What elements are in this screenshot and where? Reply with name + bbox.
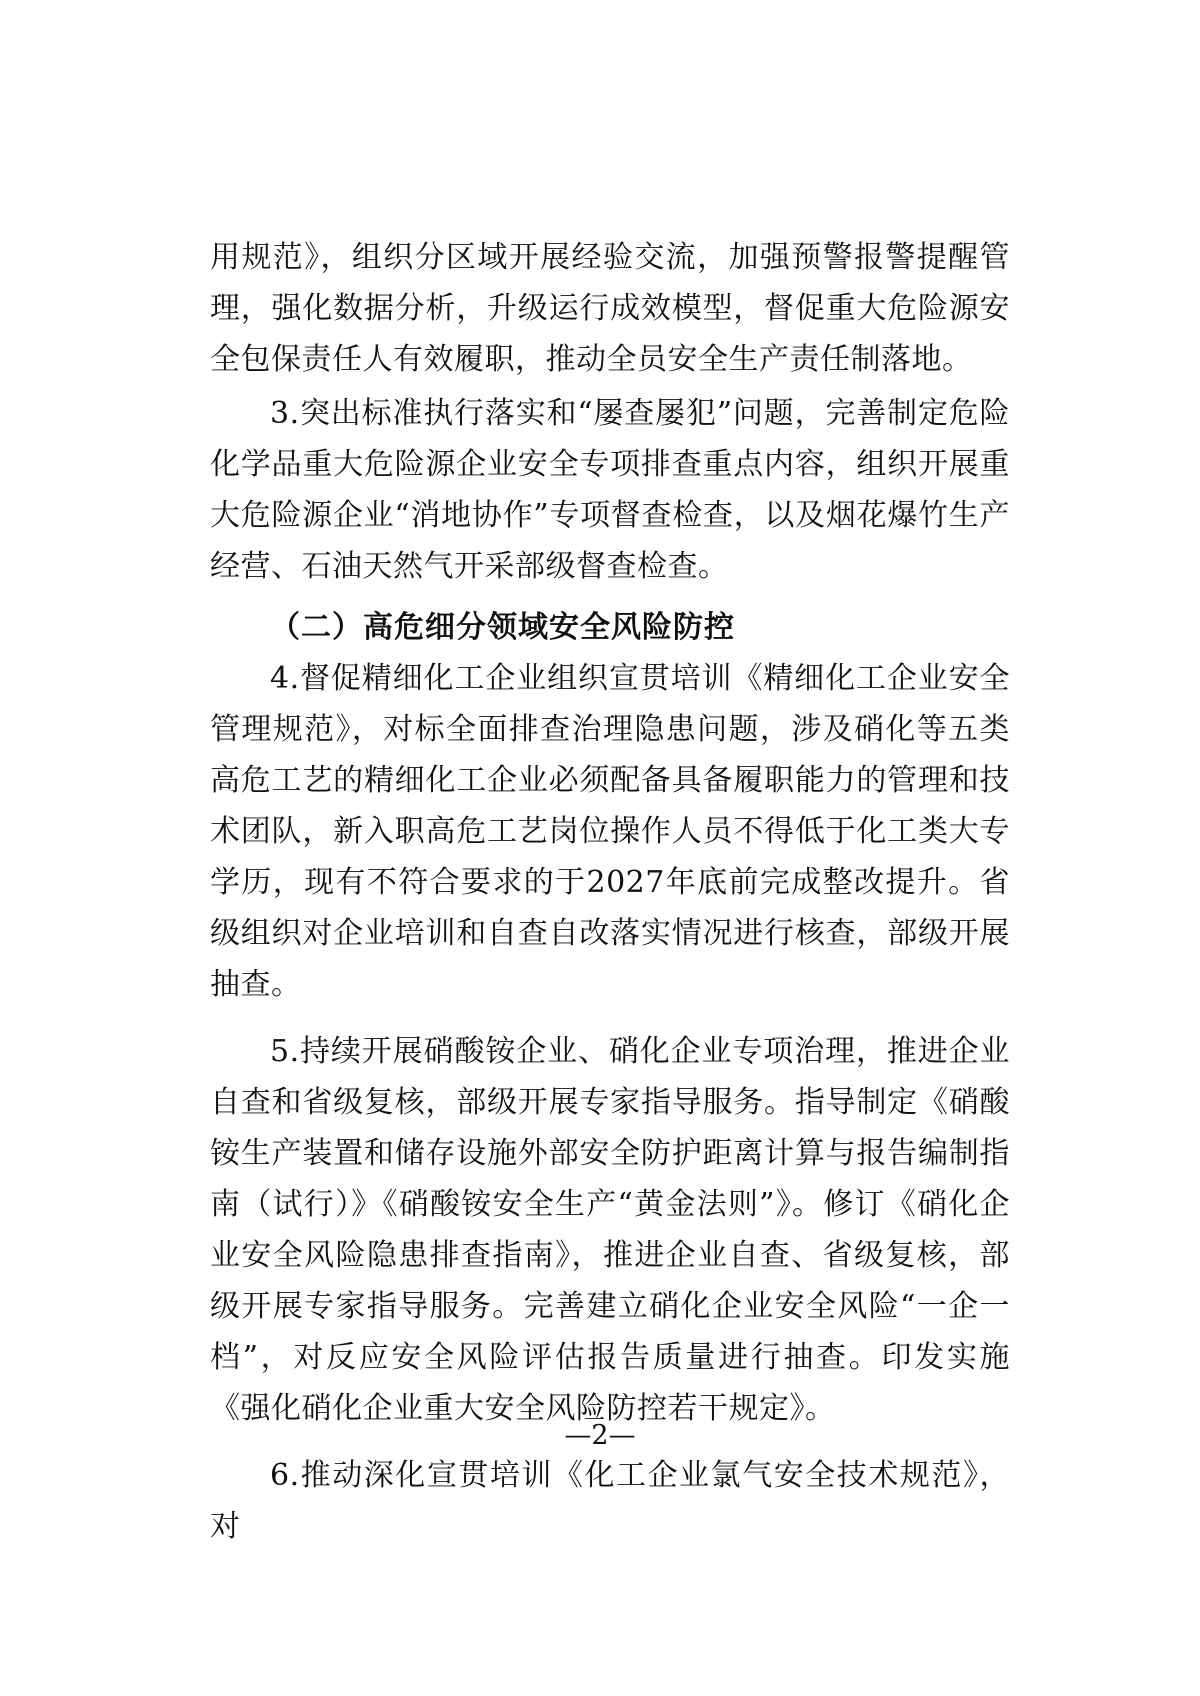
paragraph-continuation: 用规范》，组织分区域开展经验交流，加强预警报警提醒管理，强化数据分析，升级运行成效模型，督促重大危险源安全包保责任人有效履职，推动全员安全生产责任制落地。 [210, 240, 1010, 377]
paragraph-item-4: 4.督促精细化工企业组织宣贯培训《精细化工企业安全管理规范》，对标全面排查治理隐患问题，涉及硝化等五类高危工艺的精细化工企业必须配备具备履职能力的管理和技术团队，新入职高危工艺岗位操作人员不得低于化工类大专学历，现有不符合要求的于2027年底前完成整改提升。省级组织对企业培训和自查自改落实情况进行核查，部级开展抽查。 [210, 661, 1010, 1002]
page-number: —2— [564, 1420, 636, 1451]
paragraph-item-6: 6.推动深化宣贯培训《化工企业氯气安全技术规范》，对 [210, 1458, 1010, 1544]
paragraph-item-5: 5.持续开展硝酸铵企业、硝化企业专项治理，推进企业自查和省级复核，部级开展专家指导服务。指导制定《硝酸铵生产装置和储存设施外部安全防护距离计算与报告编制指南（试行）》《硝酸铵安全生产“黄金法则”》。修订《硝化企业安全风险隐患排查指南》，推进企业自查、省级复核，部级开展专家指导服务。完善建立硝化企业安全风险“一企一档”，对反应安全风险评估报告质量进行抽查。印发实施《强化硝化企业重大安全风险防控若干规定》。 [210, 1034, 1010, 1426]
document-body [210, 232, 1010, 1552]
paragraph-item-3: 3.突出标准执行落实和“屡查屡犯”问题，完善制定危险化学品重大危险源企业安全专项排查重点内容，组织开展重大危险源企业“消地协作”专项督查检查，以及烟花爆竹生产经营、石油天然气开采部级督查检查。 [210, 396, 1010, 584]
section-heading: （二）高危细分领域安全风险防控 [270, 610, 735, 645]
